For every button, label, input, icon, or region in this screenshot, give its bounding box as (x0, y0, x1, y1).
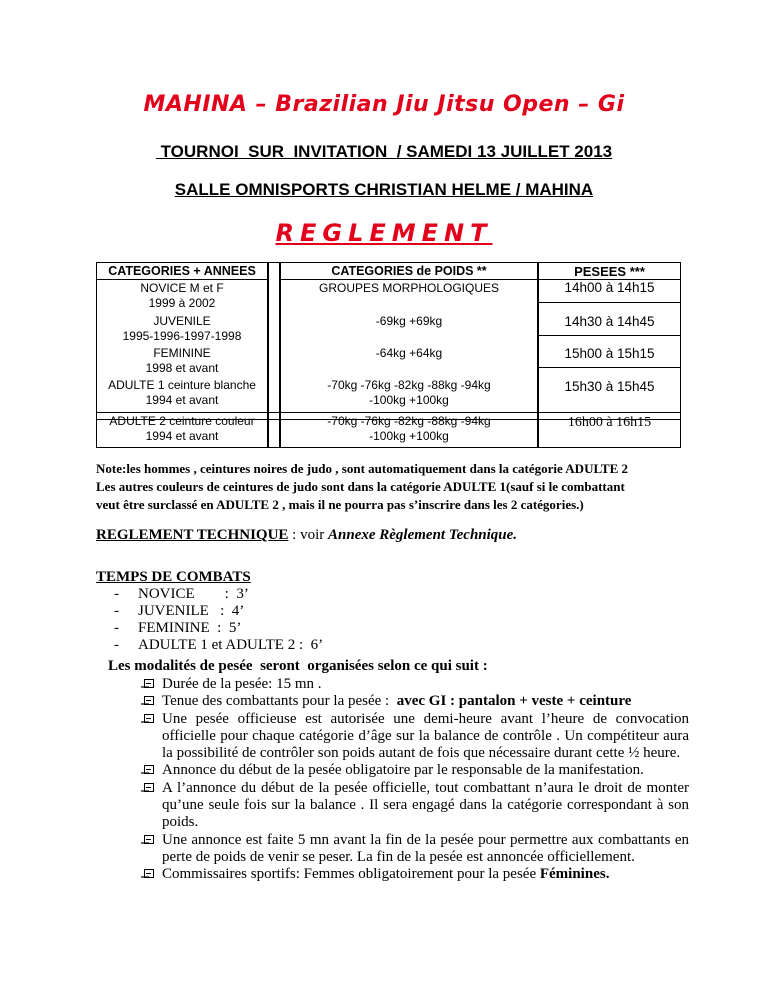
reglement-technique-label: REGLEMENT TECHNIQUE (96, 527, 289, 543)
checkbox-minus-icon (141, 696, 154, 708)
table-row-feminine-cat: FEMININE 1998 et avant (145, 346, 219, 375)
venue-subtitle: SALLE OMNISPORTS CHRISTIAN HELME / MAHINA (174, 180, 594, 199)
table-row-novice-cat: NOVICE M et F 1999 à 2002 (140, 281, 224, 310)
document-title: MAHINA – Brazilian Jiu Jitsu Open – Gi (143, 92, 625, 117)
list-item: Une pesée officieuse est autorisée une demi-heure avant l’heure de convocation officielle pour chaque catégorie d’âge sur la balance de contrôle . Un compétiteur aura la possibilité de contrôler son poids autant de fois que nécessaire durant cette ½ heure. (141, 711, 689, 763)
checkbox-minus-icon (141, 714, 154, 726)
header-categories-annees: CATEGORIES + ANNEES (108, 264, 256, 278)
list-item: Commissaires sportifs: Femmes obligatoirement pour la pesée Féminines. (141, 866, 689, 883)
table-row-feminine-poids: -64kg +64kg (375, 346, 443, 360)
list-item: Annonce du début de la pesée obligatoire par le responsable de la manifestation. (141, 762, 689, 779)
table-row-adulte2-poids: -70kg -76kg -82kg -88kg -94kg -100kg +100kg (327, 414, 491, 443)
table-row-novice-poids: GROUPES MORPHOLOGIQUES (318, 281, 500, 295)
checkbox-minus-icon (141, 679, 154, 691)
reglement-technique-line: REGLEMENT TECHNIQUE : voir Annexe Règlement Technique. (96, 527, 518, 543)
table-row-adulte2-pesee: 16h00 à 16h15 (567, 415, 652, 430)
checkbox-minus-icon (141, 835, 154, 847)
note-line: veut être surclassé en ADULTE 2 , mais il ne pourra pas s’inscrire dans les 2 catégories.) (96, 497, 584, 512)
list-item: Tenue des combattants pour la pesée : avec GI : pantalon + veste + ceinture (141, 693, 689, 710)
table-row-adulte2 (96, 412, 681, 448)
list-item: Une annonce est faite 5 mn avant la fin de la pesée pour permettre aux combattants en perte de poids de venir se peser. La fin de la pesée est annoncée officiellement. (141, 832, 689, 867)
table-row-adulte1-pesee: 15h30 à 15h45 (564, 379, 655, 394)
note-line: Les autres couleurs de ceintures de judo sont dans la catégorie ADULTE 1(sauf si le combattant (96, 479, 625, 494)
table-row-feminine-pesee: 15h00 à 15h15 (564, 346, 655, 361)
table-row-novice-pesee: 14h00 à 14h15 (564, 280, 655, 295)
header-pesees: PESEES *** (574, 264, 645, 279)
annexe-reference: Annexe Règlement Technique. (328, 527, 518, 543)
list-item: - FEMININE : 5’ (114, 620, 242, 636)
list-item: - JUVENILE : 4’ (114, 603, 245, 619)
temps-de-combats-title: TEMPS DE COMBATS (96, 569, 251, 585)
table-row-adulte1-cat: ADULTE 1 ceinture blanche 1994 et avant (108, 378, 256, 407)
pesee-modalites-list (141, 676, 689, 884)
table-row-juvenile-poids: -69kg +69kg (375, 314, 443, 328)
table-row-juvenile-pesee: 14h30 à 14h45 (564, 314, 655, 329)
spacer-column (268, 262, 280, 420)
column-categories-poids (280, 262, 538, 420)
rules-table (96, 262, 681, 420)
table-row-juvenile-cat: JUVENILE 1995-1996-1997-1998 (122, 314, 242, 343)
list-item: A l’annonce du début de la pesée officielle, tout combattant n’aura le droit de monter qu’une seule fois sur la balance . Il sera engagé dans la catégorie correspondant à son poids. (141, 780, 689, 832)
checkbox-minus-icon (141, 869, 154, 881)
reglement-heading: REGLEMENT (275, 219, 493, 247)
tournament-subtitle: TOURNOI SUR INVITATION / SAMEDI 13 JUILLET 2013 (155, 142, 613, 161)
checkbox-minus-icon (141, 765, 154, 777)
note-line: Note:les hommes , ceintures noires de judo , sont automatiquement dans la catégorie ADULTE 2 (96, 461, 629, 476)
temps-de-combats-list (114, 586, 323, 654)
note-paragraph (96, 460, 696, 514)
list-item: - ADULTE 1 et ADULTE 2 : 6’ (114, 637, 324, 653)
table-row-adulte1-poids: -70kg -76kg -82kg -88kg -94kg -100kg +100kg (327, 378, 491, 407)
checkbox-minus-icon (141, 783, 154, 795)
column-pesees (538, 262, 681, 420)
table-row-adulte2-cat: ADULTE 2 ceinture couleur 1994 et avant (109, 414, 255, 443)
pesee-modalites-title: Les modalités de pesée seront organisées selon ce qui suit : (108, 658, 488, 674)
column-categories-annees (96, 262, 268, 420)
header-categories-poids: CATEGORIES de POIDS ** (331, 264, 487, 278)
list-item: Durée de la pesée: 15 mn . (141, 676, 689, 693)
list-item: - NOVICE : 3’ (114, 586, 249, 602)
